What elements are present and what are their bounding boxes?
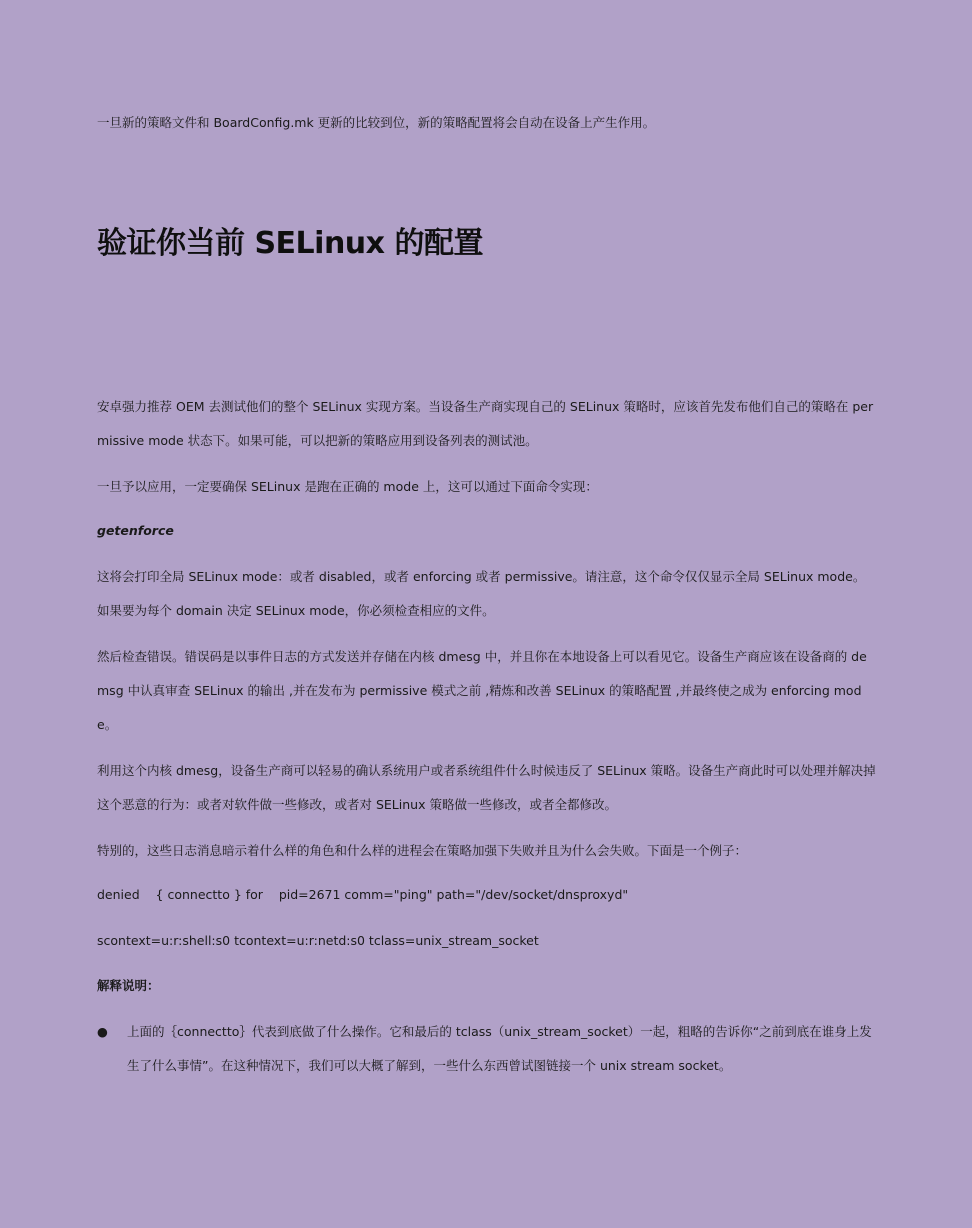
paragraph-apply: 一旦予以应用，一定要确保 SELinux 是跑在正确的 mode 上，这可以通过下面命令实现： xyxy=(97,479,598,494)
command-getenforce: getenforce xyxy=(97,523,174,538)
paragraph-errors: 然后检查错误。错误码是以事件日志的方式发送并存储在内核 dmesg 中，并且你在本地设备上可以看见它。设备生产商应该在设备商的 demsg 中认真审查 SELinux 的输出 ,并在发布为 permissive 模式之前 ,精炼和改善 SELinux 的策略配置 ,并最终使之成为 enforcing mode。 xyxy=(97,649,867,732)
intro-paragraph: 一旦新的策略文件和 BoardConfig.mk 更新的比较到位，新的策略配置将会自动在设备上产生作用。 xyxy=(97,115,656,130)
bullet-dot-icon: ● xyxy=(97,1024,108,1039)
section-heading: 验证你当前 SELinux 的配置 xyxy=(97,226,483,261)
paragraph-dmesg: 利用这个内核 dmesg，设备生产商可以轻易的确认系统用户或者系统组件什么时候违反了 SELinux 策略。设备生产商此时可以处理并解决掉这个恶意的行为：或者对软件做一些修改，或者对 SELinux 策略做一些修改，或者全都修改。 xyxy=(97,763,876,812)
bullet-text: 上面的｛connectto｝代表到底做了什么操作。它和最后的 tclass（unix_stream_socket）一起，粗略的告诉你“之前到底在谁身上发生了什么事情”。在这种情况下，我们可以大概了解到，一些什么东西曾试图链接一个 unix stream socket。 xyxy=(127,1024,872,1073)
paragraph-special: 特别的，这些日志消息暗示着什么样的角色和什么样的进程会在策略加强下失败并且为什么会失败。下面是一个例子： xyxy=(97,843,748,858)
bullet-item xyxy=(97,1015,877,1083)
explain-label: 解释说明： xyxy=(97,978,160,993)
paragraph-print: 这将会打印全局 SELinux mode：或者 disabled，或者 enforcing 或者 permissive。请注意，这个命令仅仅显示全局 SELinux mode。如果要为每个 domain 决定 SELinux mode，你必须检查相应的文件。 xyxy=(97,569,866,618)
log-line-1: denied { connectto } for pid=2671 comm="ping" path="/dev/socket/dnsproxyd" xyxy=(97,887,629,902)
paragraph-recommend: 安卓强力推荐 OEM 去测试他们的整个 SELinux 实现方案。当设备生产商实现自己的 SELinux 策略时，应该首先发布他们自己的策略在 permissive mode 状态下。如果可能，可以把新的策略应用到设备列表的测试池。 xyxy=(97,399,874,448)
log-line-2: scontext=u:r:shell:s0 tcontext=u:r:netd:s0 tclass=unix_stream_socket xyxy=(97,933,539,948)
